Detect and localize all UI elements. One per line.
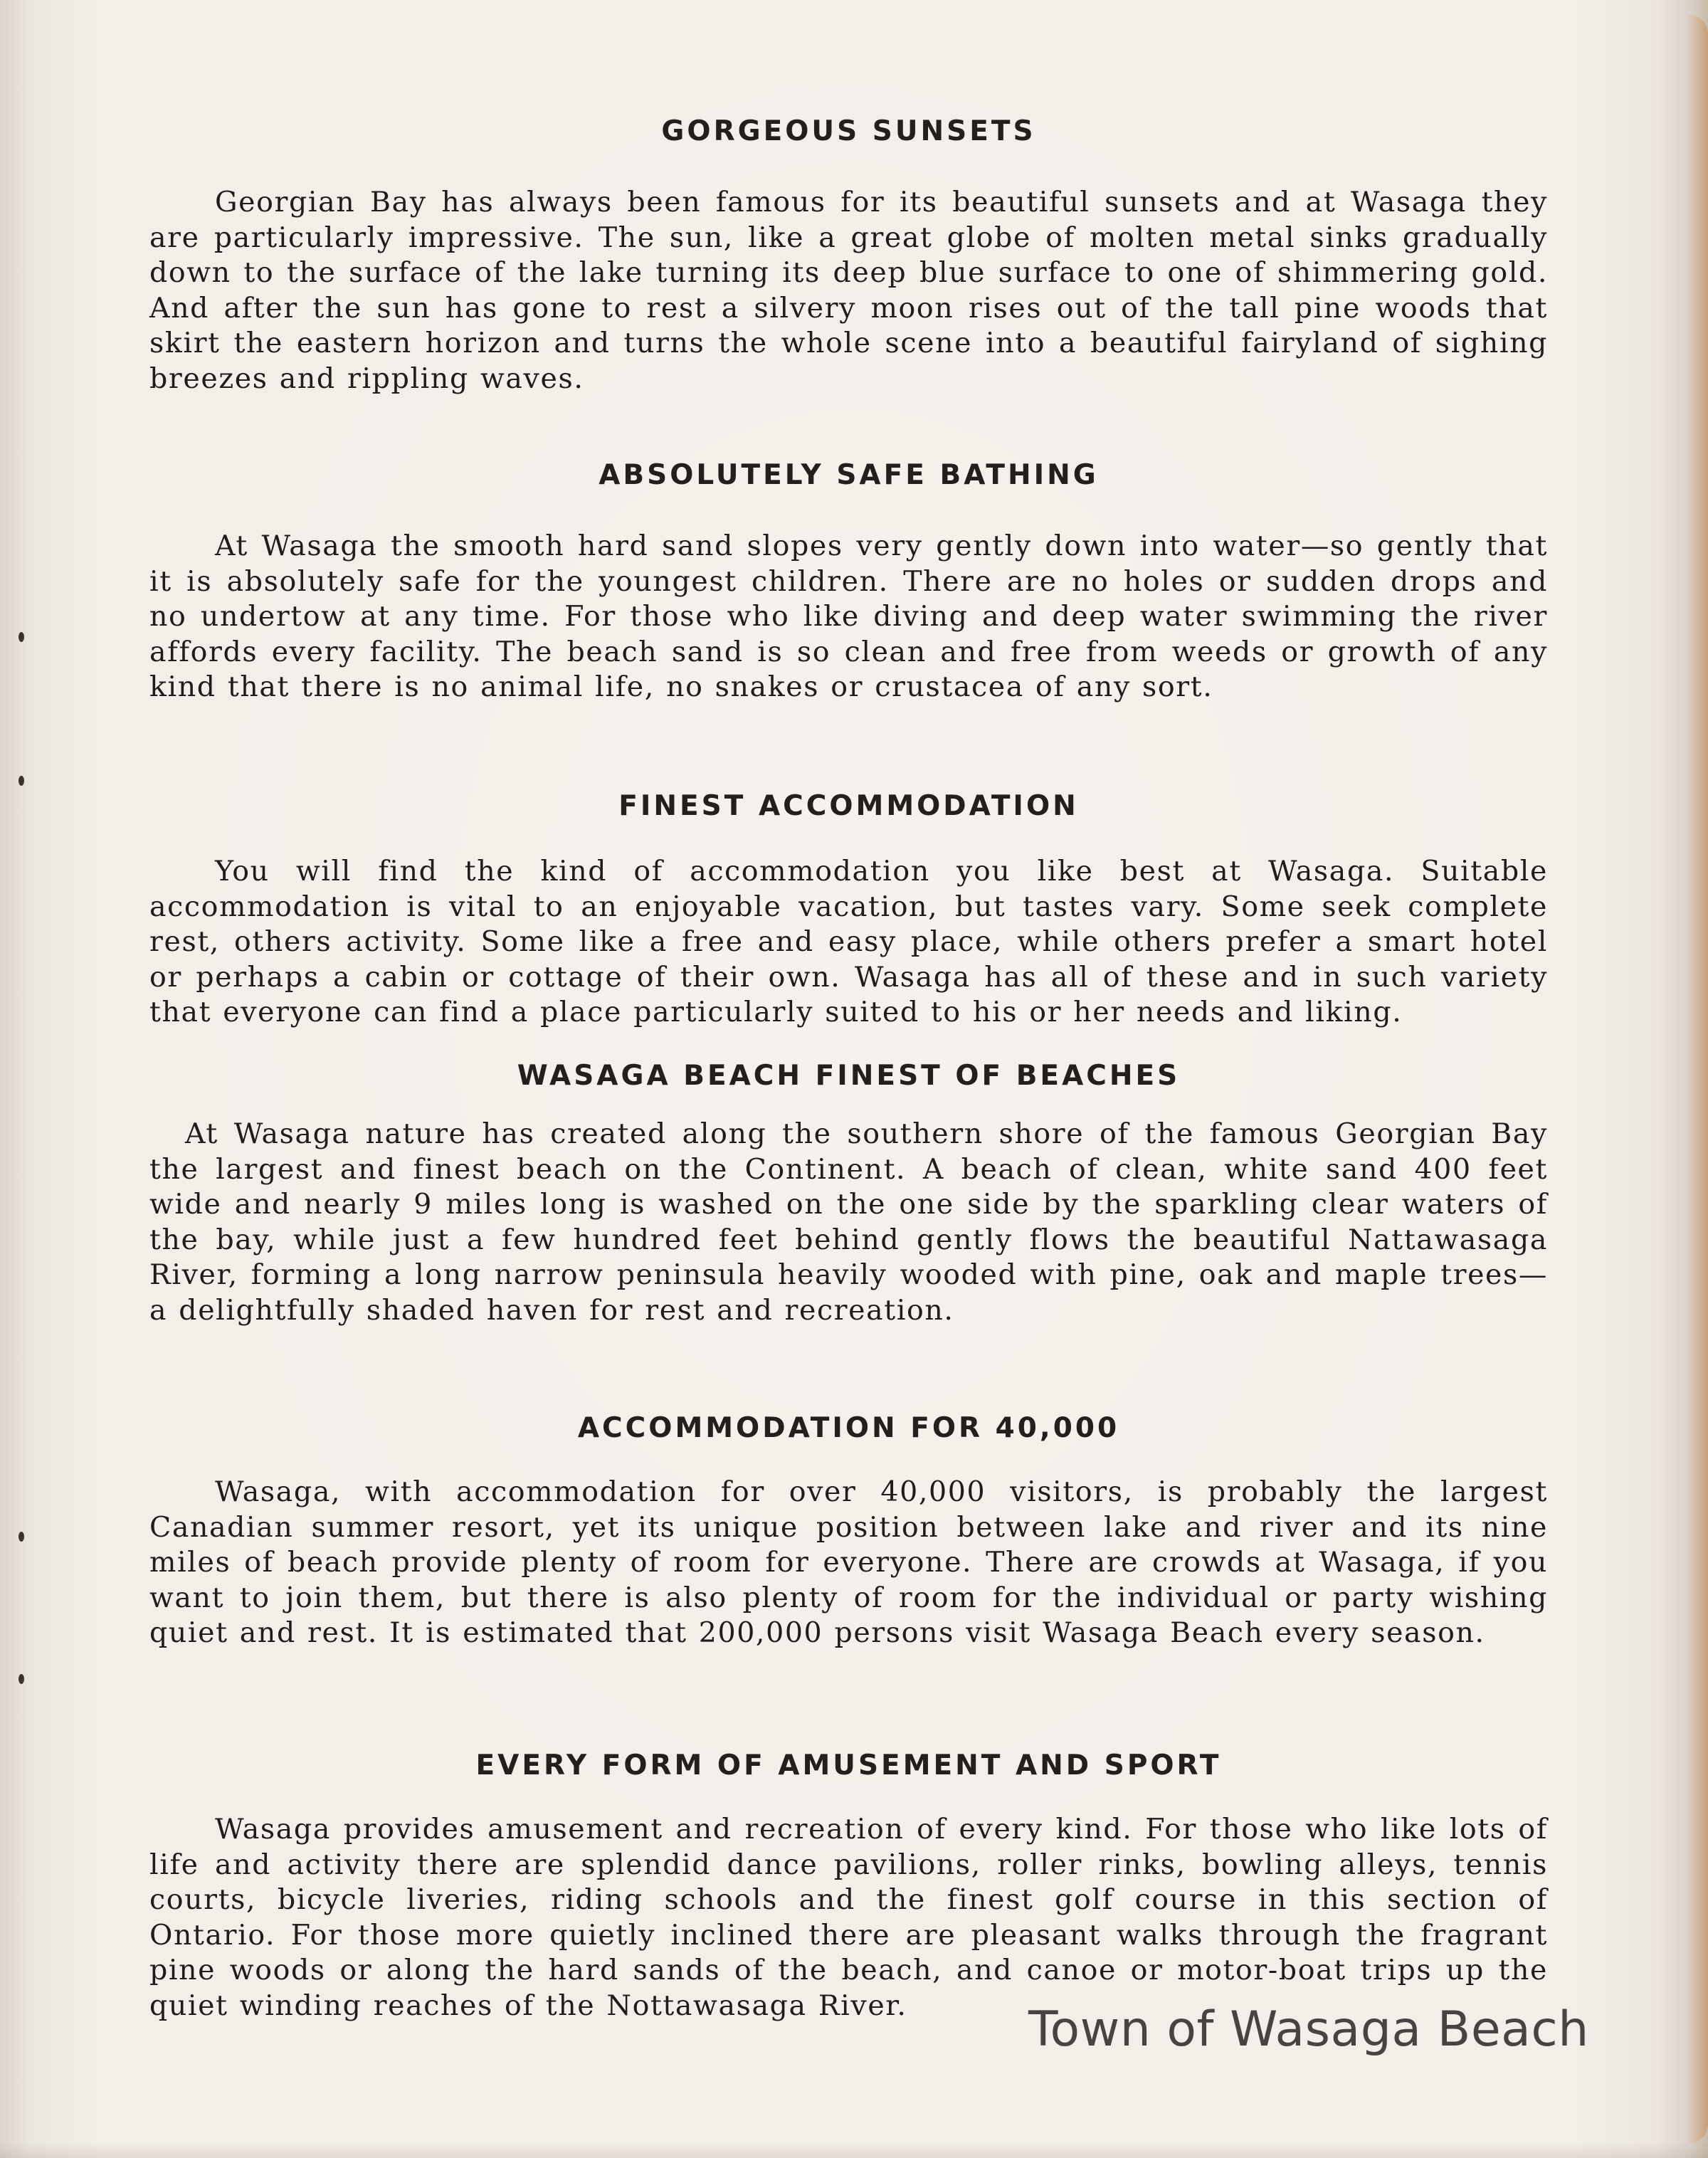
section-heading: FINEST ACCOMMODATION <box>618 790 1079 822</box>
section-accommodation-40000 <box>149 1411 1548 1651</box>
section-amusement-and-sport <box>149 1748 1548 2023</box>
staple-mark <box>19 776 24 786</box>
section-body: At Wasaga the smooth hard sand slopes very gently down into water—so gently that it is absolutely safe for the youngest children. There are no holes or sudden drops and no undertow at any time. For those who like diving and deep water swimming the river affords every facility. The beach sand is so clean and free from weeds or growth of any kind that there is no animal life, no snakes or crustacea of any sort. <box>149 530 1548 703</box>
bottom-shadow <box>0 2142 1708 2158</box>
section-heading: ABSOLUTELY SAFE BATHING <box>599 459 1099 491</box>
section-heading: ACCOMMODATION FOR 40,000 <box>577 1412 1120 1444</box>
section-body: At Wasaga nature has created along the southern shore of the famous Georgian Bay the largest and finest beach on the Continent. A beach of clean, white sand 400 feet wide and nearly 9 miles long is washed on the one side by the sparkling clear waters of the bay, while just a few hundred feet behind gently flows the beautiful Nattawasaga River, forming a long narrow peninsula heavily wooded with pine, oak and maple trees—a delightfully shaded haven for rest and recreation. <box>149 1117 1548 1327</box>
section-heading: EVERY FORM OF AMUSEMENT AND SPORT <box>475 1749 1222 1781</box>
section-finest-accommodation <box>149 789 1548 1031</box>
staple-mark <box>19 632 24 642</box>
staple-mark <box>19 1532 24 1542</box>
section-heading: GORGEOUS SUNSETS <box>661 115 1036 147</box>
section-wasaga-beach-finest <box>149 1058 1548 1328</box>
section-body: Georgian Bay has always been famous for its beautiful sunsets and at Wasaga they are particularly impressive. The sun, like a great globe of molten metal sinks gradually down to the surface of the lake turning its deep blue surface to one of shimmering gold. And after the sun has gone to rest a silvery moon rises out of the tall pine woods that skirt the eastern horizon and turns the whole scene into a beautiful fairyland of sighing breezes and rippling waves. <box>149 186 1548 395</box>
section-gorgeous-sunsets <box>149 114 1548 396</box>
binding-shadow <box>0 0 32 2158</box>
section-absolutely-safe-bathing <box>149 458 1548 705</box>
page-edge <box>1687 14 1708 2144</box>
section-heading: WASAGA BEACH FINEST OF BEACHES <box>517 1060 1181 1092</box>
source-watermark: Town of Wasaga Beach <box>1028 2001 1589 2058</box>
staple-mark <box>19 1674 24 1684</box>
section-body: Wasaga, with accommodation for over 40,000 visitors, is probably the largest Canadian summer resort, yet its unique position between lake and river and its nine miles of beach provide plenty of room for everyone. There are crowds at Wasaga, if you want to join them, but there is also plenty of room for the individual or party wishing quiet and rest. It is estimated that 200,000 persons visit Wasaga Beach every season. <box>149 1475 1548 1649</box>
section-body: You will find the kind of accommodation you like best at Wasaga. Suitable accommodation is vital to an enjoyable vacation, but tastes vary. Some seek complete rest, others activity. Some like a free and easy place, while others prefer a smart hotel or perhaps a cabin or cottage of their own. Wasaga has all of these and in such variety that everyone can find a place particularly suited to his or her needs and liking. <box>149 855 1548 1028</box>
section-body: Wasaga provides amusement and recreation of every kind. For those who like lots of life and activity there are splendid dance pavilions, roller rinks, bowling alleys, tennis courts, bicycle liveries, riding schools and the finest golf course in this section of Ontario. For those more quietly inclined there are pleasant walks through the fragrant pine woods or along the hard sands of the beach, and canoe or motor-boat trips up the quiet winding reaches of the Nottawasaga River. <box>149 1813 1548 2022</box>
